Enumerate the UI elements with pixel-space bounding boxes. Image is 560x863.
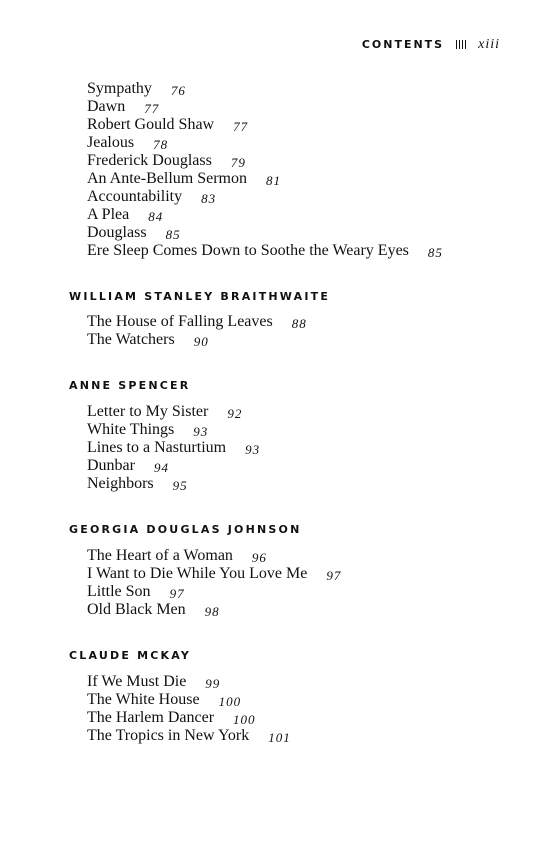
poem-title: Ere Sleep Comes Down to Soothe the Weary Eyes [87, 242, 409, 259]
author-heading: ANNE SPENCER [69, 379, 191, 392]
poem-title: Sympathy [87, 80, 152, 97]
toc-entry [87, 116, 443, 134]
poem-title: Lines to a Nasturtium [87, 439, 227, 456]
toc-entry [87, 727, 291, 745]
poem-page-number: 88 [291, 316, 307, 331]
poem-title: Dawn [87, 98, 126, 115]
page-number: xiii [478, 37, 500, 52]
poem-page-number: 101 [268, 730, 291, 745]
poem-title: If We Must Die [87, 673, 187, 690]
poem-page-number: 81 [265, 173, 281, 188]
poem-page-number: 90 [193, 334, 209, 349]
poem-list [87, 403, 260, 493]
poem-page-number: 97 [326, 568, 342, 583]
poem-page-number: 95 [172, 478, 188, 493]
toc-entry [87, 691, 291, 709]
toc-entry [87, 709, 291, 727]
poem-list [87, 313, 307, 349]
poem-title: I Want to Die While You Love Me [87, 565, 308, 582]
toc-entry [87, 403, 260, 421]
poem-page-number: 84 [148, 209, 164, 224]
poem-list [87, 673, 291, 745]
poem-title: The White House [87, 691, 200, 708]
toc-entry [87, 134, 443, 152]
poem-page-number: 85 [427, 245, 443, 260]
toc-entry [87, 152, 443, 170]
poem-title: Douglass [87, 224, 147, 241]
poem-page-number: 100 [233, 712, 256, 727]
poem-page-number: 97 [169, 586, 185, 601]
poem-title: An Ante-Bellum Sermon [87, 170, 247, 187]
poem-page-number: 99 [205, 676, 221, 691]
poem-title: The Harlem Dancer [87, 709, 215, 726]
poem-page-number: 76 [170, 83, 186, 98]
poem-title: Letter to My Sister [87, 403, 209, 420]
running-head-label: CONTENTS [361, 38, 445, 51]
poem-title: The House of Falling Leaves [87, 313, 273, 330]
toc-entry [87, 80, 443, 98]
poem-page-number: 98 [204, 604, 220, 619]
poem-page-number: 77 [233, 119, 249, 134]
toc-entry [87, 206, 443, 224]
toc-entry [87, 457, 260, 475]
toc-entry [87, 439, 260, 457]
poem-title: Little Son [87, 583, 151, 600]
toc-entry [87, 242, 443, 260]
poem-title: Dunbar [87, 457, 135, 474]
poem-title: A Plea [87, 206, 130, 223]
poem-title: The Watchers [87, 331, 175, 348]
poem-title: Robert Gould Shaw [87, 116, 215, 133]
toc-entry [87, 421, 260, 439]
poem-title: The Tropics in New York [87, 727, 250, 744]
poem-page-number: 94 [153, 460, 169, 475]
toc-entry [87, 475, 260, 493]
toc-entry [87, 331, 307, 349]
poem-page-number: 78 [153, 137, 169, 152]
poem-page-number: 93 [193, 424, 209, 439]
poem-list [87, 80, 443, 260]
running-head [362, 37, 500, 53]
author-heading: CLAUDE MCKAY [69, 649, 192, 662]
toc-entry [87, 565, 341, 583]
toc-entry [87, 188, 443, 206]
poem-page-number: 100 [218, 694, 242, 709]
poem-page-number: 77 [144, 101, 160, 116]
toc-entry [87, 583, 341, 601]
poem-title: Neighbors [87, 475, 154, 492]
poem-list [87, 547, 341, 619]
poem-page-number: 93 [245, 442, 261, 457]
toc-entry [87, 313, 307, 331]
poem-title: White Things [87, 421, 175, 438]
toc-entry [87, 224, 443, 242]
poem-page-number: 85 [165, 227, 181, 242]
poem-title: Old Black Men [87, 601, 186, 618]
toc-entry [87, 601, 341, 619]
toc-entry [87, 547, 341, 565]
author-heading: WILLIAM STANLEY BRAITHWAITE [69, 290, 331, 303]
poem-page-number: 96 [251, 550, 267, 565]
poem-title: The Heart of a Woman [87, 547, 233, 564]
toc-entry [87, 673, 291, 691]
poem-page-number: 92 [227, 406, 243, 421]
poem-title: Frederick Douglass [87, 152, 212, 169]
poem-page-number: 83 [201, 191, 217, 206]
poem-page-number: 79 [230, 155, 246, 170]
toc-entry [87, 98, 443, 116]
poem-title: Accountability [87, 188, 183, 205]
toc-entry [87, 170, 443, 188]
poem-title: Jealous [87, 134, 135, 151]
separator-ornament [456, 40, 466, 49]
author-heading: GEORGIA DOUGLAS JOHNSON [69, 523, 302, 536]
